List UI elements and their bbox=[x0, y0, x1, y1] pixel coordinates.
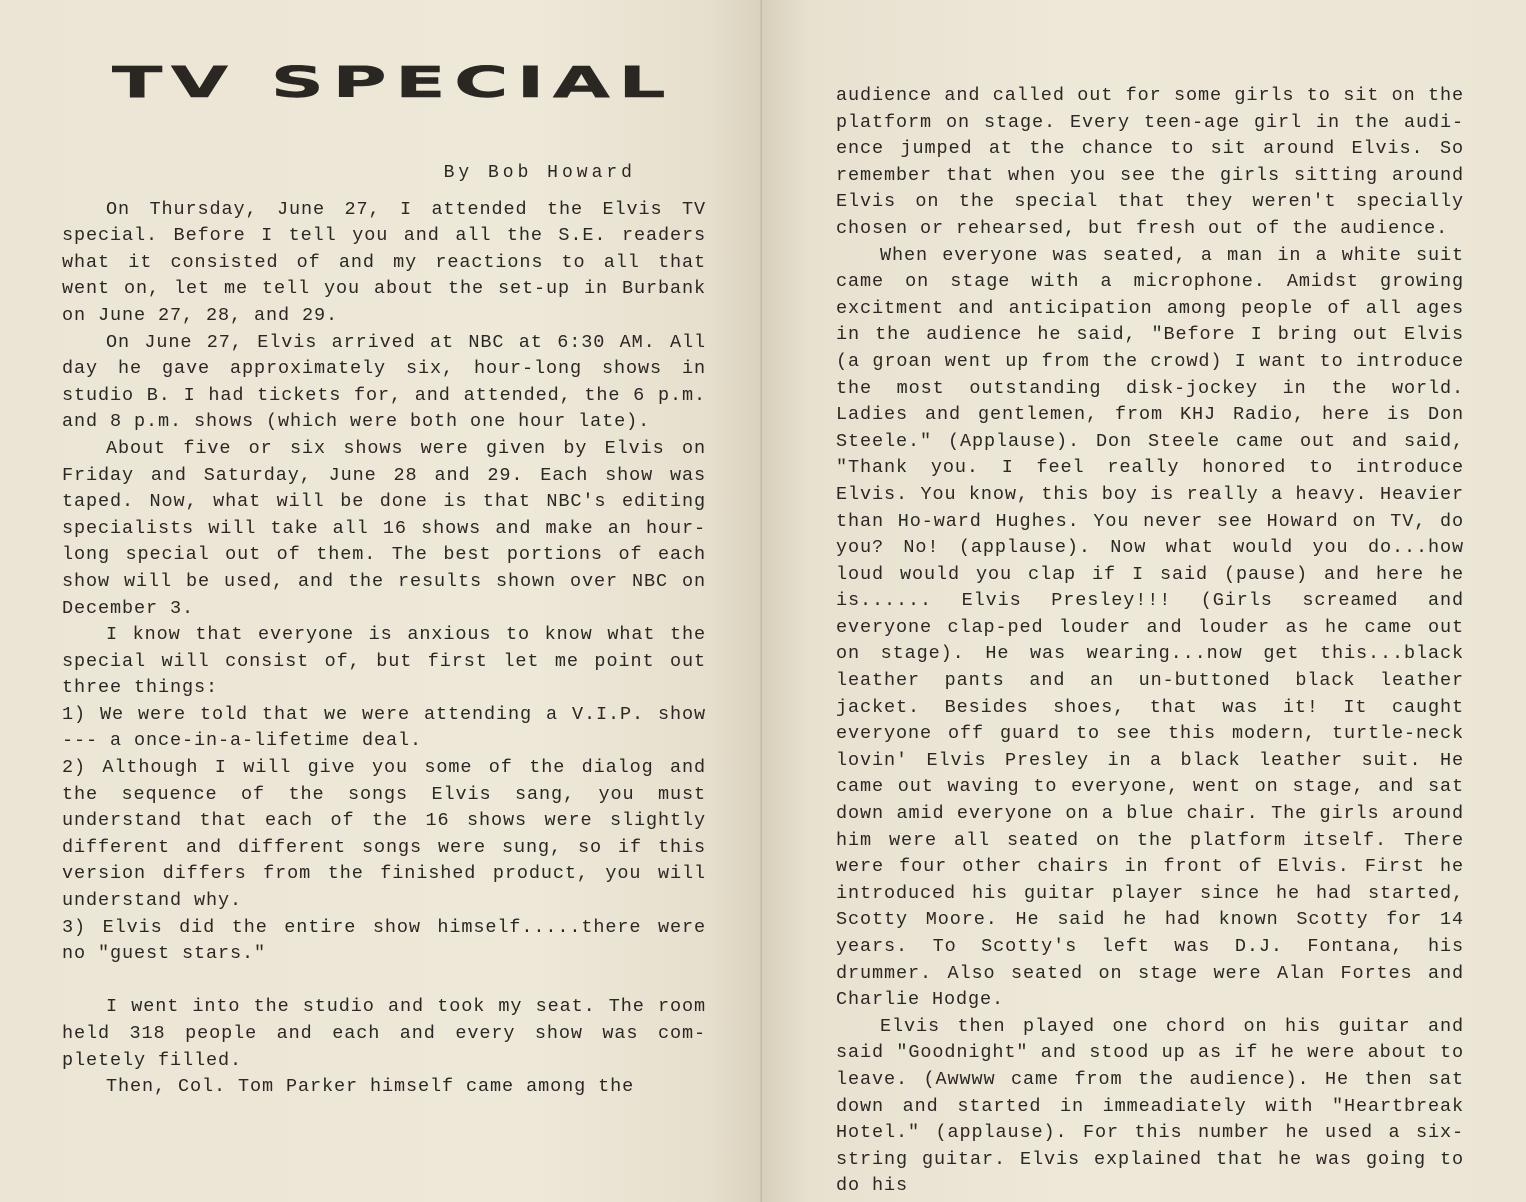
list-item: 3) Elvis did the entire show himself.....there were no "guest stars." bbox=[62, 916, 706, 965]
right-page-text bbox=[836, 83, 1464, 1200]
left-page-text bbox=[62, 160, 706, 1101]
right-page bbox=[762, 0, 1526, 1202]
article-title: TV SPECIAL bbox=[112, 58, 675, 108]
paragraph: About five or six shows were given by Elvis on Friday and Saturday, June 28 and 29. Each show was taped. Now, what will be done is that NBC's editing specialists will take all 16 shows and make an hour-long special out of them. The best portions of each show will be used, and the results shown over NBC on December 3. bbox=[62, 437, 706, 619]
paragraph: I went into the studio and took my seat. The room held 318 people and each and every show was com-pletely filled. bbox=[62, 996, 706, 1071]
paragraph: I know that everyone is anxious to know what the special will consist of, but first let me point out three things: bbox=[62, 624, 706, 699]
byline: By Bob Howard bbox=[443, 163, 636, 183]
paragraph-continuation: audience and called out for some girls to sit on the platform on stage. Every teen-age girl in the audi-ence jumped at the chance to sit around Elvis. So remember that when you see the girls sitting around Elvis on the special that they weren't specially chosen or rehearsed, but fresh out of the audience. bbox=[836, 85, 1464, 239]
paragraph: On Thursday, June 27, I attended the Elvis TV special. Before I tell you and all the S.E. readers what it consisted of and my reactions to all that went on, let me tell you about the set-up in Burbank on June 27, 28, and 29. bbox=[62, 198, 706, 326]
spacer bbox=[62, 968, 706, 995]
list-item: 2) Although I will give you some of the dialog and the sequence of the songs Elvis sang, you must understand that each of the 16 shows were slightly different and different songs were sung, so if this version differs from the finished product, you will understand why. bbox=[62, 757, 706, 912]
list-item: 1) We were told that we were attending a V.I.P. show --- a once-in-a-lifetime deal. bbox=[62, 703, 706, 752]
paragraph: When everyone was seated, a man in a white suit came on stage with a microphone. Amidst growing excitment and anticipation among people of all ages in the audience he said, "Before I bring out Elvis (a groan went up from the crowd) I want to introduce the most outstanding disk-jockey in the world. Ladies and gentlemen, from KHJ Radio, here is Don Steele." (Applause). Don Steele came out and said, "Thank you. I feel really honored to introduce Elvis. You know, this boy is really a heavy. Heavier than Ho-ward Hughes. You never see Howard on TV, do you? No! (applause). Now what would you do...how loud would you clap if I said (pause) and here he is...... Elvis Presley!!! (Girls screamed and everyone clap-ped louder and louder as he came out on stage). He was wearing...now get this...black leather pants and an un-buttoned black leather jacket. Besides shoes, that was it! It caught everyone off guard to see this modern, turtle-neck lovin' Elvis Presley in a black leather suit. He came out waving to everyone, went on stage, and sat down amid everyone on a blue chair. The girls around him were all seated on the platform itself. There were four other chairs in front of Elvis. First he introduced his guitar player since he had started, Scotty Moore. He said he had known Scotty for 14 years. To Scotty's left was D.J. Fontana, his drummer. Also seated on stage were Alan Fortes and Charlie Hodge. bbox=[836, 244, 1464, 1011]
left-page bbox=[0, 0, 762, 1202]
paragraph: Elvis then played one chord on his guitar and said "Goodnight" and stood up as if he were about to leave. (Awwww came from the audience). He then sat down and started in immeadiately with "Heartbreak Hotel." (applause). For this number he used a six-string guitar. Elvis explained that he was going to do his bbox=[836, 1015, 1464, 1197]
paragraph: Then, Col. Tom Parker himself came among the bbox=[106, 1076, 635, 1098]
paragraph: On June 27, Elvis arrived at NBC at 6:30 AM. All day he gave approximately six, hour-long shows in studio B. I had tickets for, and attended, the 6 p.m. and 8 p.m. shows (which were both one hour late). bbox=[62, 331, 706, 433]
